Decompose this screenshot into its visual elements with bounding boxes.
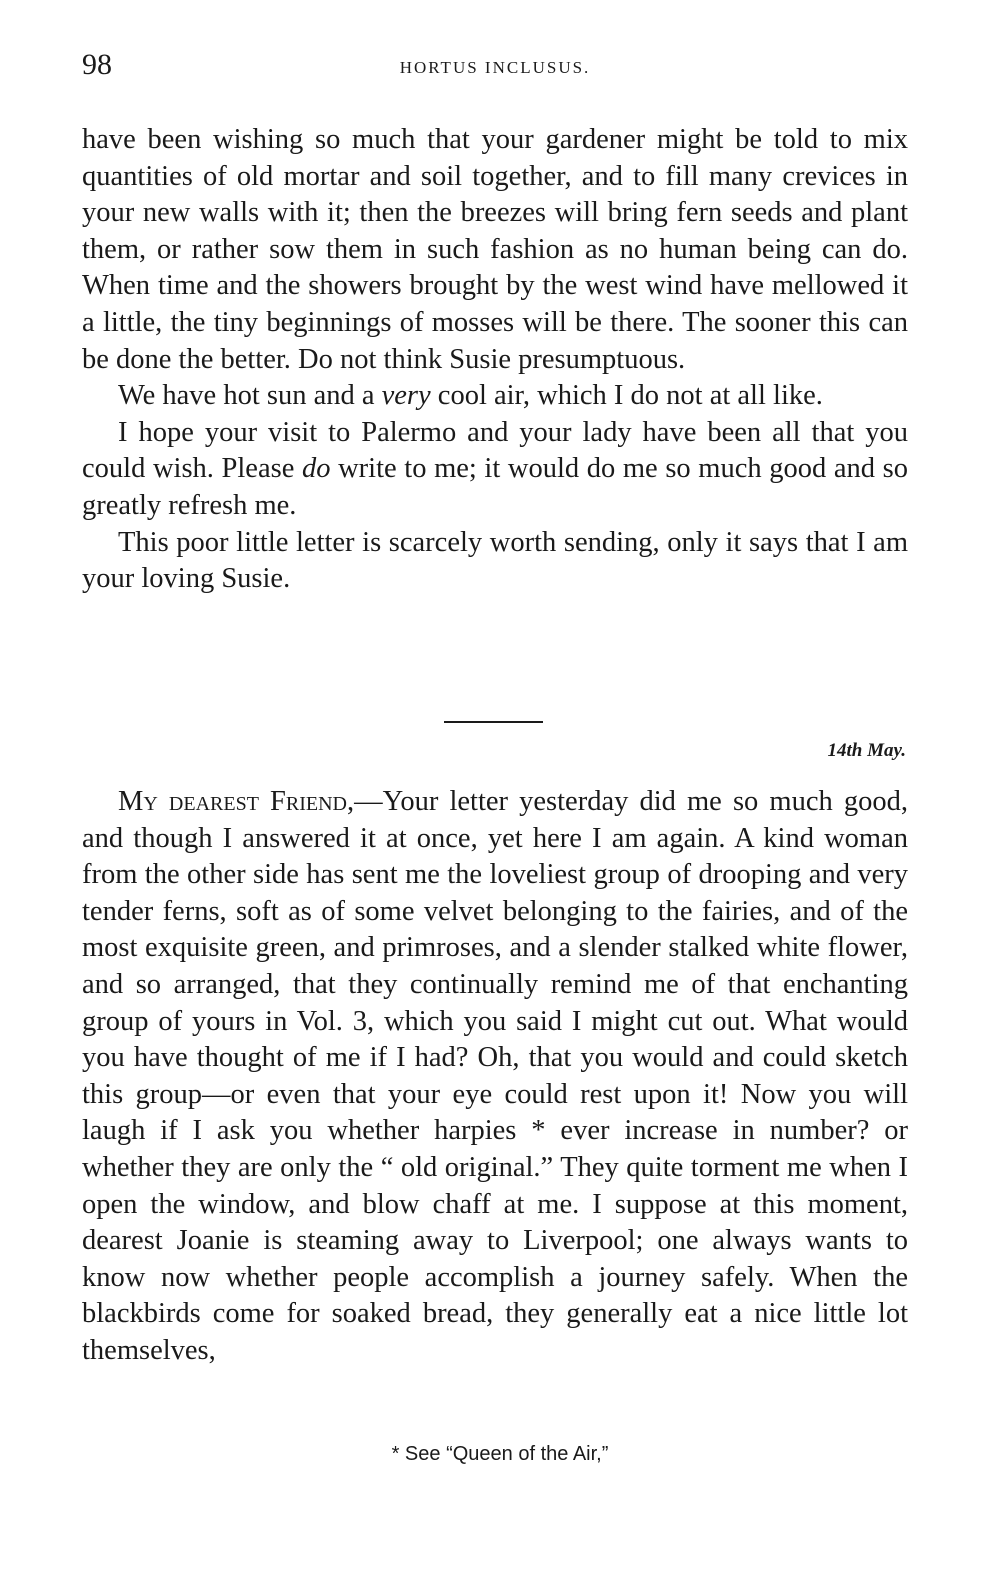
section-divider [444,721,543,723]
letter-1-paragraph-1: have been wishing so much that your gardener might be told to mix quantities of old mortar and soil together, and to fill many crevices in your new walls with it; then the breezes will bring fern seeds and plant them, or rather sow them in such fashion as no human being can do. When time and the showers brought by the west wind have mellowed it a little, the tiny beginnings of mosses will be there. The sooner this can be done the better. Do not think Susie presumptuous. [82,124,908,375]
letter-2-salutation: My dearest Friend, [118,786,355,817]
letter-1-paragraph-4: This poor little letter is scarcely worth sending, only it says that I am your loving Susie. [82,526,908,595]
letter-2-paragraph [82,784,908,1370]
footnote: * See “Queen of the Air,” [391,1443,609,1465]
letter-1-body [82,122,908,598]
letter-2-date: 14th May. [827,740,906,761]
emphasis-do: do [301,453,331,485]
running-title: HORTUS INCLUSUS. [399,58,591,77]
page-header [82,48,908,88]
page-number: 98 [82,48,112,81]
letter-1-paragraph-2: We have hot sun and a very cool air, which I do not at all like. [118,380,823,412]
letter-2-body [82,784,908,1370]
letter-2-text: —Your letter yesterday did me so much good, and though I answered it at once, yet here I am again. A kind woman from the other side has sent me the loveliest group of drooping and very tender ferns, soft as of some velvet belonging to the fairies, and of the most exquisite green, and primroses, and a slender stalked white flower, and so arranged, that they continually remind me of that enchanting group of yours in Vol. 3, which you said I might cut out. What would you have thought of me if I had? Oh, that you would and could sketch this group—or even that your eye could rest upon it! Now you will laugh if I ask you whether harpies * ever increase in number? or whether they are only the “ old original.” They quite torment me when I open the window, and blow chaff at me. I suppose at this moment, dearest Joanie is steaming away to Liverpool; one always wants to know now whether people accomplish a journey safely. When the blackbirds come for soaked bread, they generally eat a nice little lot themselves, [82,786,908,1366]
emphasis-very: very [381,380,431,412]
letter-1-paragraph-3: I hope your visit to Palermo and your lady have been all that you could wish. Please do write to me; it would do me so much good and so greatly refresh me. [82,416,908,521]
